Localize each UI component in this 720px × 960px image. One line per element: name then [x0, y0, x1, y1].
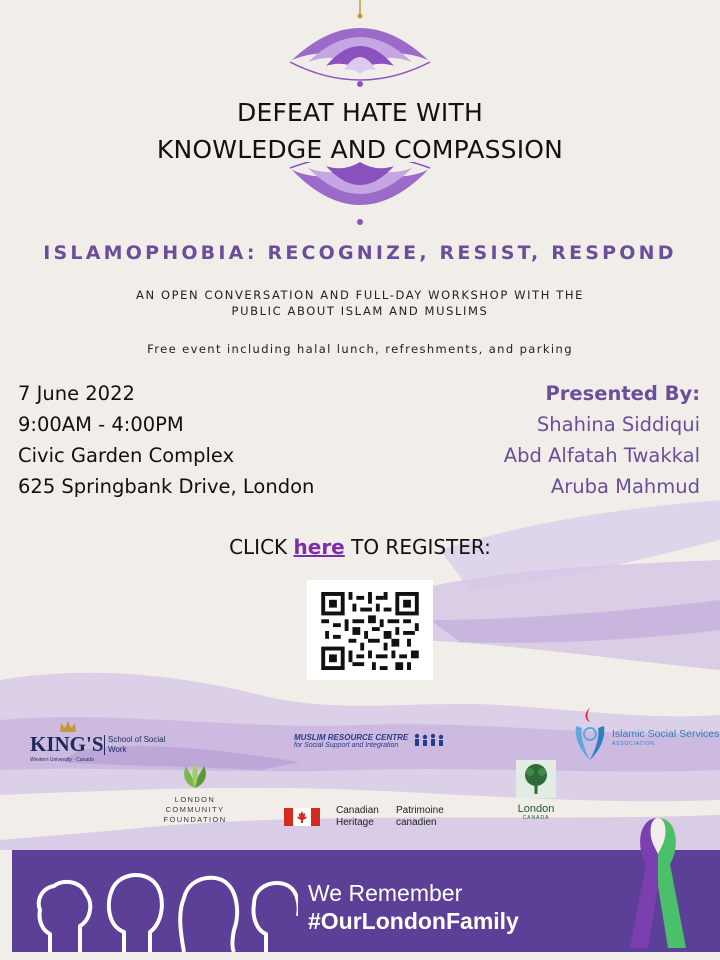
- event-description: [0, 287, 720, 319]
- description-line-1: AN OPEN CONVERSATION AND FULL-DAY WORKSHOP WITH THE: [136, 288, 584, 302]
- event-subtitle: ISLAMOPHOBIA: RECOGNIZE, RESIST, RESPOND: [43, 242, 677, 264]
- canada-flag-icon: [284, 808, 320, 826]
- kings-college-logo: [30, 732, 166, 763]
- title-line-1: DEFEAT HATE WITH: [237, 98, 483, 127]
- kings-sub: Western University · Canada: [30, 757, 94, 763]
- people-icon: [412, 733, 446, 747]
- qr-code[interactable]: [321, 592, 419, 670]
- islamic-social-services-logo: [570, 706, 720, 767]
- register-line: [0, 535, 720, 559]
- leaf-icon: [178, 760, 212, 790]
- description-line-2: PUBLIC ABOUT ISLAM AND MUSLIMS: [231, 304, 489, 318]
- hands-crescent-icon: [570, 706, 610, 762]
- lcf-line-3: FOUNDATION: [163, 815, 227, 824]
- event-title: [0, 94, 720, 168]
- london-country: CANADA: [522, 815, 550, 821]
- london-community-foundation-logo: [150, 760, 240, 825]
- lcf-line-1: LONDON: [174, 795, 216, 804]
- mandala-ornament-bottom: [286, 162, 434, 230]
- family-silhouettes-icon: [28, 860, 298, 952]
- ch-fr-line-2: canadien: [396, 817, 437, 828]
- presenter-name: Abd Alfatah Twakkal: [503, 444, 700, 467]
- crown-icon: [58, 720, 78, 734]
- kings-unit: School of Social Work: [104, 735, 168, 755]
- event-venue: Civic Garden Complex: [18, 444, 235, 467]
- tree-icon: [516, 760, 556, 798]
- event-address: 625 Springbank Drive, London: [18, 475, 315, 498]
- presenter-name: Shahina Siddiqui: [536, 413, 700, 436]
- title-line-2: KNOWLEDGE AND COMPASSION: [156, 135, 564, 164]
- awareness-ribbon-icon: [626, 812, 690, 952]
- city-of-london-logo: [508, 760, 564, 821]
- presenters-heading: Presented By:: [545, 382, 700, 405]
- event-date: 7 June 2022: [18, 382, 135, 405]
- banner-line-1: We Remember: [308, 880, 463, 906]
- event-time: 9:00AM - 4:00PM: [18, 413, 184, 436]
- banner-hashtag: #OurLondonFamily: [308, 908, 519, 934]
- event-details: [18, 378, 314, 502]
- ch-fr-line-1: Patrimoine: [396, 805, 444, 816]
- presenters-block: [504, 378, 700, 502]
- mandala-ornament-top: [286, 0, 434, 92]
- qr-code-card[interactable]: [307, 580, 433, 680]
- mrc-line-1: MUSLIM RESOURCE CENTRE: [294, 733, 409, 742]
- muslim-resource-centre-logo: [294, 733, 408, 749]
- register-link[interactable]: here: [293, 535, 345, 559]
- register-text-before: CLICK: [229, 535, 294, 559]
- kings-name: KING'S: [30, 732, 104, 756]
- ch-en-line-1: Canadian: [336, 805, 379, 816]
- iss-name: Islamic Social Services: [612, 728, 720, 740]
- mrc-line-2: for Social Support and Integration: [294, 742, 399, 749]
- register-text-after: TO REGISTER:: [344, 535, 491, 559]
- lcf-line-2: COMMUNITY: [165, 805, 225, 814]
- london-name: London: [517, 803, 555, 815]
- presenter-name: Aruba Mahmud: [550, 475, 700, 498]
- free-event-note: Free event including halal lunch, refreshments, and parking: [147, 342, 573, 356]
- ch-en-line-2: Heritage: [336, 817, 374, 828]
- memorial-banner: [12, 850, 720, 952]
- iss-sub: ASSOCIATION: [612, 741, 655, 747]
